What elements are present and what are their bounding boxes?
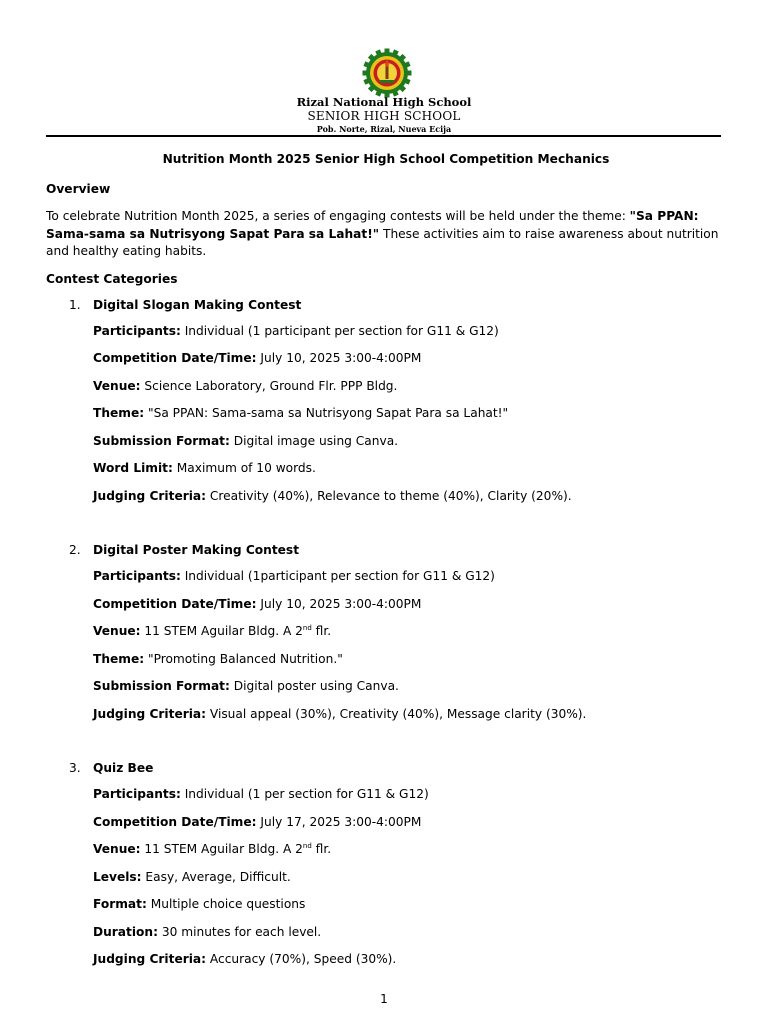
contest-heading [46, 298, 726, 312]
detail-value: Digital poster using Canva. [229, 679, 399, 693]
detail-value: Science Laboratory, Ground Flr. PPP Bldg. [140, 378, 398, 393]
detail-value-tail: flr. [311, 624, 332, 638]
school-name: Rizal National High School [296, 95, 472, 109]
detail-label: Submission Format: [93, 679, 230, 693]
contest-name: Digital Slogan Making Contest [93, 297, 302, 312]
contest-detail [46, 323, 726, 339]
contest-detail [46, 678, 726, 694]
detail-label: Judging Criteria: [93, 488, 206, 503]
contest-detail [46, 924, 726, 940]
detail-label: Judging Criteria: [93, 706, 206, 721]
detail-value: Multiple choice questions [146, 897, 306, 911]
contest-block [46, 543, 726, 722]
contest-detail [46, 896, 726, 912]
detail-label: Venue: [93, 378, 141, 393]
contest-detail [46, 869, 726, 885]
detail-label: Duration: [93, 924, 158, 939]
contest-detail [46, 596, 726, 612]
detail-value-tail: flr. [311, 842, 332, 856]
contest-list [46, 298, 726, 968]
detail-label: Participants: [93, 787, 181, 801]
detail-value: Individual (1participant per section for G11 & G12) [180, 569, 495, 583]
detail-value: July 10, 2025 3:00-4:00PM [256, 351, 422, 365]
contest-block [46, 298, 726, 504]
ordinal-suffix: nd [302, 842, 312, 850]
section-spacer [46, 515, 726, 543]
detail-label: Venue: [93, 624, 141, 638]
detail-value: Creativity (40%), Relevance to theme (40%), Clarity (20%). [206, 488, 572, 503]
detail-value: Digital image using Canva. [229, 433, 399, 448]
detail-value: Individual (1 per section for G11 & G12) [180, 787, 429, 801]
contest-detail [46, 951, 726, 967]
detail-label: Venue: [93, 842, 141, 856]
contest-detail [46, 623, 726, 639]
contest-name: Digital Poster Making Contest [93, 543, 300, 557]
school-division: SENIOR HIGH SCHOOL [307, 109, 461, 123]
section-spacer [46, 733, 726, 761]
school-seal-icon [361, 47, 413, 99]
ordinal-suffix: nd [302, 624, 312, 632]
detail-label: Participants: [93, 569, 181, 583]
detail-value: July 10, 2025 3:00-4:00PM [256, 596, 422, 611]
detail-value: "Promoting Balanced Nutrition." [144, 651, 343, 666]
school-address: Pob. Norte, Rizal, Nueva Ecija [316, 124, 452, 134]
detail-label: Levels: [93, 869, 142, 884]
contest-number: 3. [69, 761, 81, 775]
detail-value: Easy, Average, Difficult. [141, 869, 291, 884]
page-number: 1 [380, 992, 388, 1006]
contest-detail [46, 786, 726, 802]
detail-value: Maximum of 10 words. [172, 461, 316, 475]
detail-label: Judging Criteria: [93, 952, 206, 966]
contest-number: 1. [69, 297, 81, 312]
contest-detail [46, 378, 726, 394]
contest-block [46, 761, 726, 967]
contest-number: 2. [69, 543, 81, 557]
overview-heading: Overview [46, 182, 111, 196]
detail-label: Theme: [93, 651, 145, 666]
contest-detail [46, 460, 726, 476]
detail-label: Competition Date/Time: [93, 596, 257, 611]
overview-tail: These activities aim to raise awareness about nutrition and healthy eating habits. [46, 226, 719, 258]
detail-value: 30 minutes for each level. [157, 924, 322, 939]
document-title: Nutrition Month 2025 Senior High School Competition Mechanics [162, 152, 610, 166]
detail-label: Competition Date/Time: [93, 351, 257, 365]
categories-heading: Contest Categories [46, 271, 178, 286]
detail-label: Word Limit: [93, 461, 173, 475]
contest-name: Quiz Bee [93, 761, 154, 775]
contest-detail [46, 841, 726, 857]
contest-detail [46, 350, 726, 366]
detail-label: Participants: [93, 323, 181, 338]
contest-heading [46, 761, 726, 775]
contest-detail [46, 651, 726, 667]
detail-label: Format: [93, 897, 147, 911]
detail-value: Accuracy (70%), Speed (30%). [206, 952, 397, 966]
detail-value: "Sa PPAN: Sama-sama sa Nutrisyong Sapat Para sa Lahat!" [144, 406, 509, 420]
detail-value: Visual appeal (30%), Creativity (40%), Message clarity (30%). [206, 706, 587, 721]
overview-theme: "Sa PPAN: Sama-sama sa Nutrisyong Sapat Para sa Lahat!" [46, 209, 699, 241]
header-divider [46, 135, 721, 137]
contest-detail [46, 568, 726, 584]
detail-value: July 17, 2025 3:00-4:00PM [256, 814, 422, 829]
detail-value: 11 STEM Aguilar Bldg. A 2 [140, 624, 303, 638]
contest-detail [46, 706, 726, 722]
detail-label: Theme: [93, 406, 145, 420]
detail-label: Submission Format: [93, 433, 230, 448]
detail-value: Individual (1 participant per section for G11 & G12) [180, 323, 499, 338]
contest-detail [46, 433, 726, 449]
overview-text: To celebrate Nutrition Month 2025, a series of engaging contests will be held under the theme: [46, 209, 630, 223]
document-body [46, 152, 726, 979]
contest-heading [46, 543, 726, 557]
detail-value: 11 STEM Aguilar Bldg. A 2 [140, 842, 303, 856]
contest-detail [46, 814, 726, 830]
detail-label: Competition Date/Time: [93, 814, 257, 829]
contest-detail [46, 405, 726, 421]
contest-detail [46, 488, 726, 504]
overview-paragraph [46, 208, 726, 261]
